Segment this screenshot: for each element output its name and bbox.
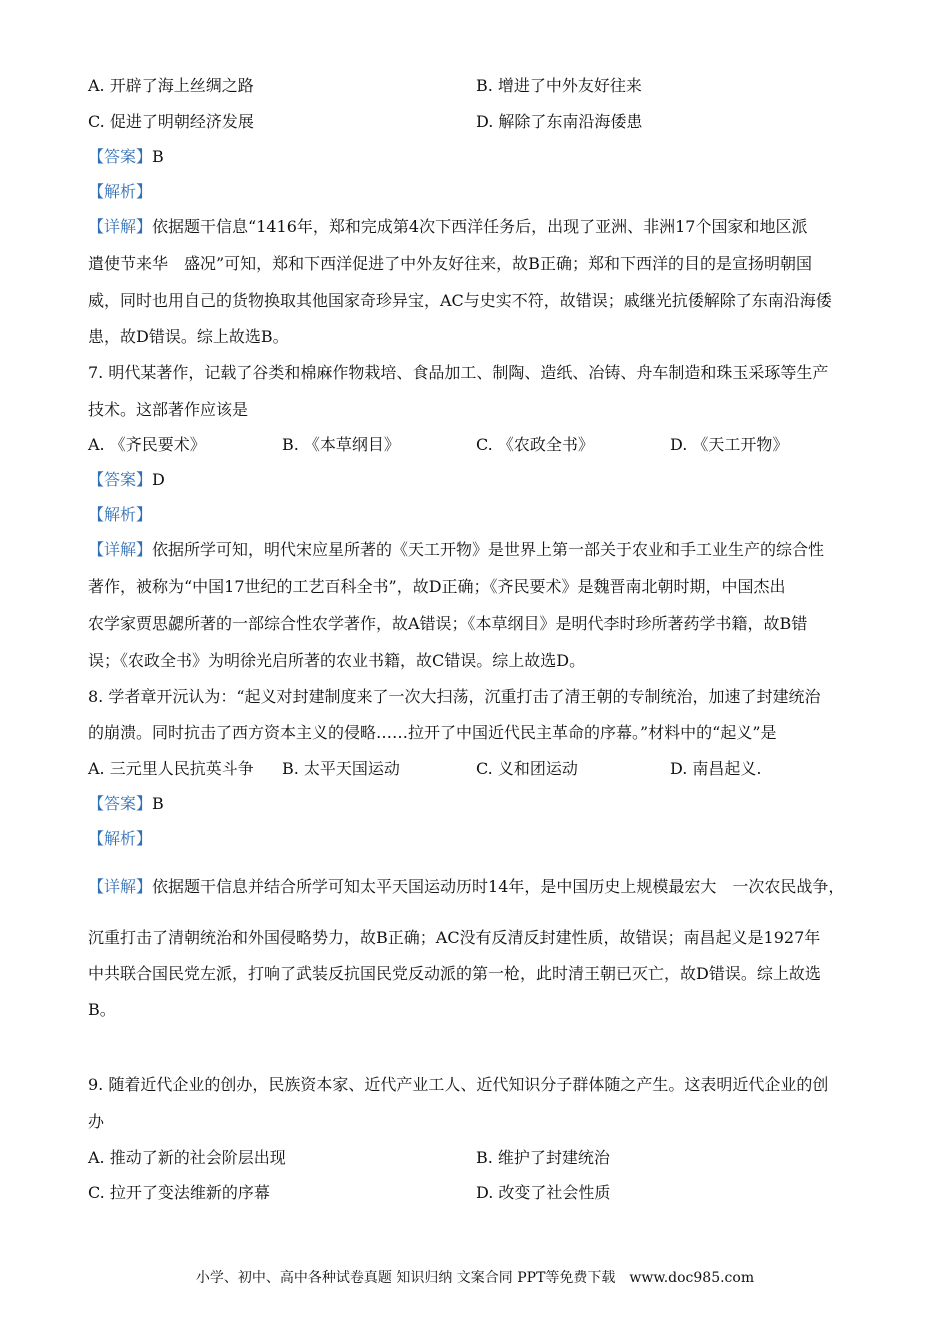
q8-detail-line-1 bbox=[88, 876, 874, 898]
q9-option-b: B. 维护了封建统治 bbox=[476, 1148, 610, 1167]
q7-answer-line bbox=[88, 469, 165, 491]
q8-stem-line-2: 的崩溃。同时抗击了西方资本主义的侵略……拉开了中国近代民主革命的序幕。”材料中的“起义”是 bbox=[88, 723, 777, 742]
q8-option-c: C. 义和团运动 bbox=[476, 759, 578, 778]
answer-value: B bbox=[152, 794, 164, 813]
q8-stem-line-1: 8. 学者章开沅认为：“起义对封建制度来了一次大扫荡，沉重打击了清王朝的专制统治，加速了封建统治 bbox=[88, 687, 821, 706]
detail-text: 依据题干信息并结合所学可知太平天国运动历时14年，是中国历史上规模最宏大 一次农民战争， bbox=[152, 877, 845, 896]
q7-option-a: A. 《齐民要术》 bbox=[88, 435, 206, 454]
analysis-tag: 【解析】 bbox=[88, 182, 153, 201]
q7-option-d: D. 《天工开物》 bbox=[670, 435, 789, 454]
q6-option-c: C. 促进了明朝经济发展 bbox=[88, 112, 254, 131]
q7-detail-line-3: 农学家贾思勰所著的一部综合性农学著作，故A错误；《本草纲目》是明代李时珍所著药学书籍，故B错 bbox=[88, 614, 808, 633]
answer-value: B bbox=[152, 147, 164, 166]
q6-detail-line-2: 遣使节来华 盛况”可知，郑和下西洋促进了中外友好往来，故B正确；郑和下西洋的目的是宣扬明朝国 bbox=[88, 254, 812, 273]
q8-option-d: D. 南昌起义. bbox=[670, 759, 762, 778]
analysis-tag: 【解析】 bbox=[88, 829, 153, 848]
q8-detail-line-3: 中共联合国民党左派，打响了武装反抗国民党反动派的第一枪，此时清王朝已灭亡，故D错误。综上故选 bbox=[88, 964, 821, 983]
detail-tag: 【详解】 bbox=[88, 540, 153, 559]
q8-detail-line-4: B。 bbox=[88, 1000, 116, 1019]
q6-detail-line-1 bbox=[88, 216, 874, 238]
q6-detail-line-3: 威，同时也用自己的货物换取其他国家奇珍异宝，AC与史实不符，故错误；戚继光抗倭解除了东南沿海倭 bbox=[88, 291, 832, 310]
detail-tag: 【详解】 bbox=[88, 217, 153, 236]
detail-text: 依据题干信息“1416年，郑和完成第4次下西洋任务后，出现了亚洲、非洲17个国家和地区派 bbox=[152, 217, 808, 236]
q9-option-a: A. 推动了新的社会阶层出现 bbox=[88, 1148, 286, 1167]
q8-detail-line-2: 沉重打击了清朝统治和外国侵略势力，故B正确；AC没有反清反封建性质，故错误；南昌起义是1927年 bbox=[88, 928, 821, 947]
q6-answer-line bbox=[88, 146, 164, 168]
q7-stem-line-1: 7. 明代某著作，记载了谷类和棉麻作物栽培、食品加工、制陶、造纸、冶铸、舟车制造和珠玉采琢等生产 bbox=[88, 363, 829, 382]
q8-analysis-line bbox=[88, 828, 152, 850]
answer-tag: 【答案】 bbox=[88, 147, 153, 166]
page-footer: 小学、初中、高中各种试卷真题 知识归纳 文案合同 PPT等免费下载 www.doc985.com bbox=[195, 1270, 755, 1286]
q8-option-b: B. 太平天国运动 bbox=[282, 759, 400, 778]
answer-tag: 【答案】 bbox=[88, 470, 153, 489]
detail-text: 依据所学可知，明代宋应星所著的《天工开物》是世界上第一部关于农业和手工业生产的综合性 bbox=[152, 540, 825, 559]
q8-option-a: A. 三元里人民抗英斗争 bbox=[88, 759, 254, 778]
detail-tag: 【详解】 bbox=[88, 877, 153, 896]
q7-analysis-line bbox=[88, 504, 152, 526]
q7-detail-line-1 bbox=[88, 539, 874, 561]
q7-option-b: B. 《本草纲目》 bbox=[282, 435, 400, 454]
q9-stem-line-2: 办 bbox=[88, 1112, 105, 1131]
q6-detail-line-4: 患，故D错误。综上故选B。 bbox=[88, 327, 289, 346]
q7-detail-line-4: 误；《农政全书》为明徐光启所著的农业书籍，故C错误。综上故选D。 bbox=[88, 651, 586, 670]
analysis-tag: 【解析】 bbox=[88, 505, 153, 524]
q6-option-b: B. 增进了中外友好往来 bbox=[476, 76, 642, 95]
q6-option-a: A. 开辟了海上丝绸之路 bbox=[88, 76, 254, 95]
q6-option-d: D. 解除了东南沿海倭患 bbox=[476, 112, 643, 131]
q9-option-c: C. 拉开了变法维新的序幕 bbox=[88, 1183, 270, 1202]
answer-value: D bbox=[152, 470, 165, 489]
q7-option-c: C. 《农政全书》 bbox=[476, 435, 594, 454]
q9-stem-line-1: 9. 随着近代企业的创办，民族资本家、近代产业工人、近代知识分子群体随之产生。这表明近代企业的创 bbox=[88, 1075, 829, 1094]
q7-stem-line-2: 技术。这部著作应该是 bbox=[88, 400, 249, 419]
q6-analysis-line bbox=[88, 181, 152, 203]
q9-option-d: D. 改变了社会性质 bbox=[476, 1183, 611, 1202]
answer-tag: 【答案】 bbox=[88, 794, 153, 813]
q8-answer-line bbox=[88, 793, 164, 815]
q7-detail-line-2: 著作，被称为“中国17世纪的工艺百科全书”，故D正确；《齐民要术》是魏晋南北朝时期，中国杰出 bbox=[88, 577, 786, 596]
